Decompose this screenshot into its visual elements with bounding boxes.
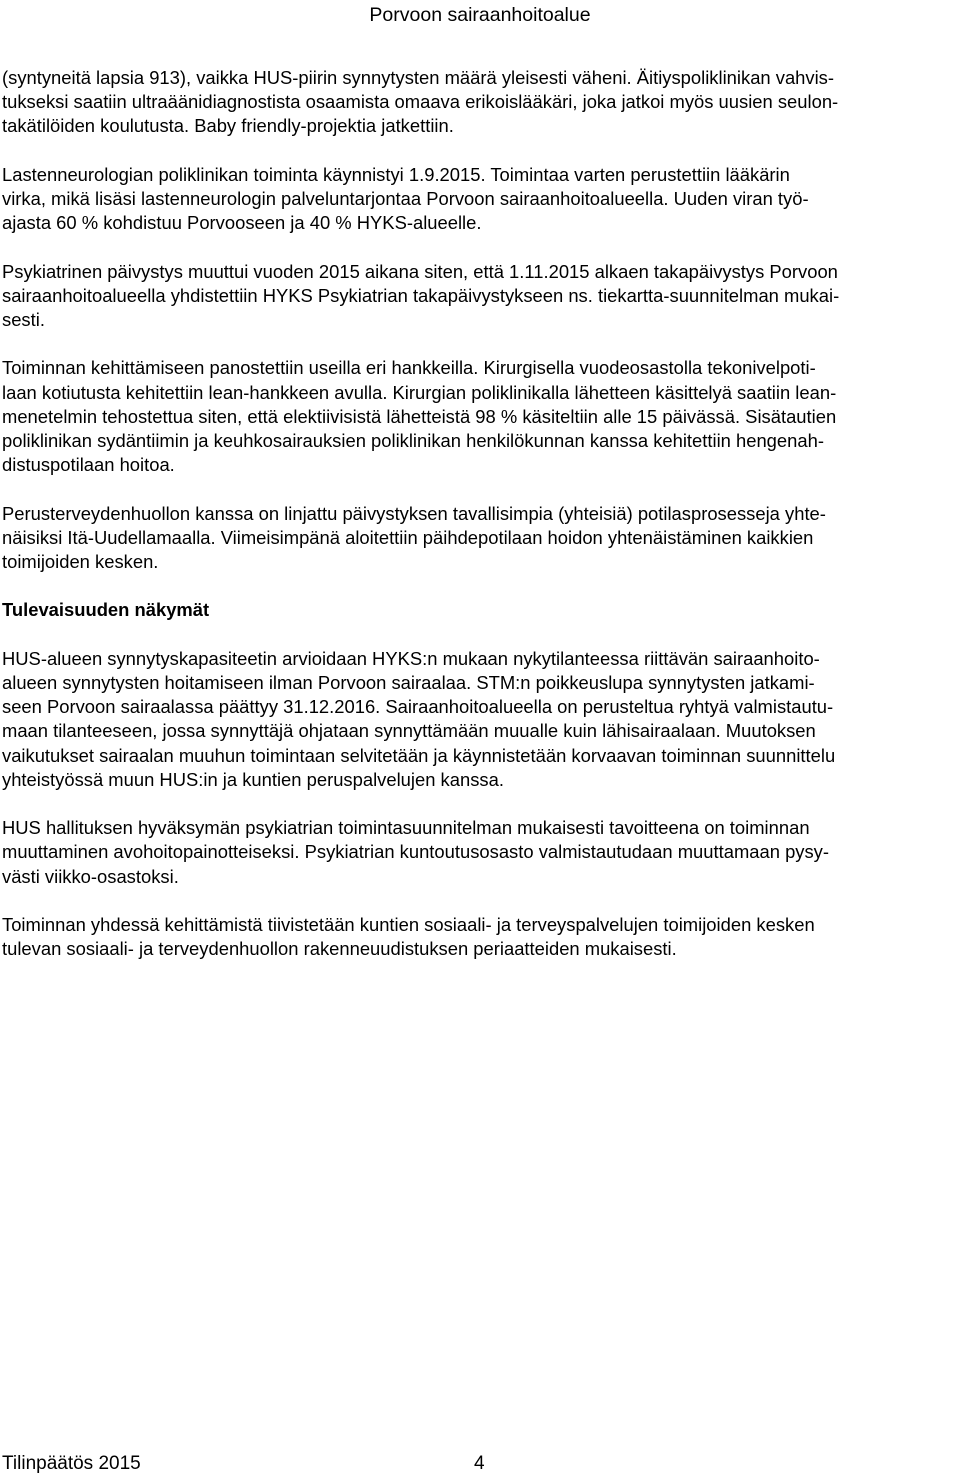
text-line: Perusterveydenhuollon kanssa on linjattu päivystyksen tavallisimpia (yhteisiä) potilasprosesseja yhte-: [2, 502, 826, 524]
text-line: Psykiatrinen päivystys muuttui vuoden 2015 aikana siten, että 1.11.2015 alkaen takapäivystys Porvoon: [2, 260, 838, 282]
text-line: tulevan sosiaali- ja terveydenhuollon rakenneuudistuksen periaatteiden mukaisesti.: [2, 938, 677, 960]
page-number: 4: [474, 1453, 485, 1474]
text-line: maan tilanteeseen, jossa synnyttäjä ohjataan synnyttämään muualle kuin lähisairaalaan. Muutoksen: [2, 720, 816, 742]
paragraph: [2, 502, 958, 575]
text-line: toimijoiden kesken.: [2, 551, 159, 572]
text-line: menetelmin tehostettua siten, että elektiivisistä lähetteistä 98 % käsiteltiin alle 15 päivässä. Sisätautien: [2, 405, 837, 427]
text-line: (syntyneitä lapsia 913), vaikka HUS-piirin synnytysten määrä yleisesti väheni. Äitiyspoliklinikan vahvis-: [2, 67, 835, 88]
text-line: ajasta 60 % kohdistuu Porvooseen ja 40 % HYKS-alueelle.: [2, 212, 482, 234]
paragraph: [2, 163, 958, 236]
footer-label: Tilinpäätös 2015: [2, 1453, 141, 1474]
text-line: tukseksi saatiin ultraäänidiagnostista osaamista omaava erikoislääkäri, joka jatkoi myös uusien seulon-: [2, 91, 839, 113]
text-line: vaikutukset sairaalan muuhun toimintaan selvitetään ja käynnistetään korvaavan toiminnan suunnittelu: [2, 744, 836, 766]
text-line: HUS hallituksen hyväksymän psykiatrian toimintasuunnitelman mukaisesti tavoitteena on toiminnan: [2, 817, 810, 839]
paragraph: [2, 913, 958, 961]
text-line: Toiminnan yhdessä kehittämistä tiivistetään kuntien sosiaali- ja terveyspalvelujen toimijoiden kesken: [2, 913, 815, 935]
text-line: Toiminnan kehittämiseen panostettiin useilla eri hankkeilla. Kirurgisella vuodeosastolla tekonivelpoti-: [2, 357, 816, 379]
text-line: alueen synnytysten hoitamiseen ilman Porvoon sairaalaa. STM:n poikkeuslupa synnytysten jatkami-: [2, 671, 815, 693]
text-line: takätilöiden koulutusta. Baby friendly-projektia jatkettiin.: [2, 115, 454, 137]
paragraph: [2, 66, 958, 139]
page-footer: [2, 1452, 485, 1476]
text-line: virka, mikä lisäsi lastenneurologin palveluntarjontaa Porvoon sairaanhoitoalueella. Uuden viran työ-: [2, 188, 809, 209]
section-heading: Tulevaisuuden näkymät: [2, 599, 210, 621]
text-line: poliklinikan sydäntiimin ja keuhkosairauksien poliklinikan henkilökunnan kanssa kehitettiin hengenah-: [2, 430, 824, 451]
paragraph: [2, 647, 958, 792]
paragraph: [2, 816, 958, 889]
page-header: [0, 0, 960, 27]
text-line: näisiksi Itä-Uudellamaalla. Viimeisimpänä aloitettiin päihdepotilaan hoidon yhtenäistäminen kaikkien: [2, 526, 814, 548]
header-title: Porvoon sairaanhoitoalue: [369, 4, 591, 26]
paragraph: [2, 356, 958, 477]
text-line: seen Porvoon sairaalassa päättyy 31.12.2016. Sairaanhoitoalueella on perusteltua ryhtyä valmistautu-: [2, 696, 834, 718]
document-body: [2, 66, 958, 961]
text-line: distuspotilaan hoitoa.: [2, 454, 175, 476]
text-line: sairaanhoitoalueella yhdistettiin HYKS Psykiatrian takapäivystykseen ns. tiekartta-suunnitelman mukai-: [2, 284, 840, 306]
text-line: muuttaminen avohoitopainotteiseksi. Psykiatrian kuntoutusosasto valmistautudaan muuttamaan pysy-: [2, 841, 830, 863]
text-line: yhteistyössä muun HUS:in ja kuntien peruspalvelujen kanssa.: [2, 768, 504, 790]
text-line: västi viikko-osastoksi.: [2, 865, 179, 887]
text-line: laan kotiutusta kehitettiin lean-hankkeen avulla. Kirurgian poliklinikalla lähetteen käsittelyä saatiin lean-: [2, 381, 837, 403]
text-line: Lastenneurologian poliklinikan toiminta käynnistyi 1.9.2015. Toimintaa varten perustettiin lääkärin: [2, 163, 790, 185]
paragraph: [2, 260, 958, 333]
text-line: sesti.: [2, 309, 45, 330]
text-line: HUS-alueen synnytyskapasiteetin arvioidaan HYKS:n mukaan nykytilanteessa riittävän sairaanhoito-: [2, 647, 820, 669]
